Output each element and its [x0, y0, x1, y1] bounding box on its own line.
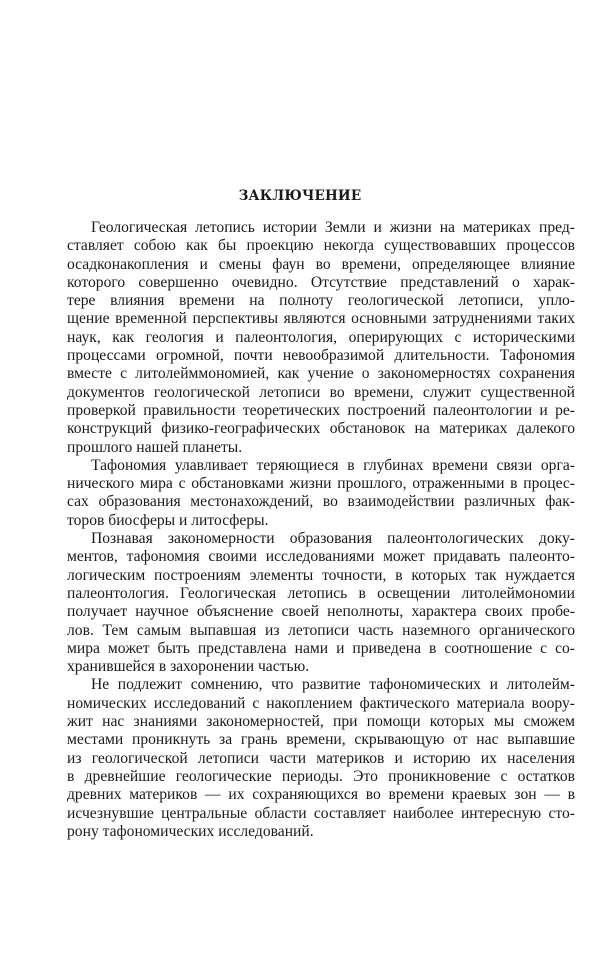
page-title: ЗАКЛЮЧЕНИЕ — [238, 188, 362, 204]
paragraph — [67, 219, 575, 457]
text-line: местами проникнуть за грань времени, скрывающую от нас выпавшие — [67, 731, 575, 749]
text-line: которого совершенно очевидно. Отсутствие представлений о харак- — [67, 273, 575, 291]
text-line: проверкой правильности теоретических построений палеонтологии и ре- — [67, 401, 575, 419]
text-line: логическим построениям элементы точности, в которых так нуждается — [67, 566, 575, 584]
text-line: древних материков — их сохраняющихся во времени краевых зон — в — [67, 786, 575, 804]
text-line: из геологической летописи части материков и историю их населения — [67, 749, 575, 767]
paragraph — [67, 676, 575, 841]
text-line: лов. Тем самым выпавшая из летописи часть наземного органического — [67, 621, 575, 639]
text-line: получает научное объяснение своей неполноты, характера своих пробе- — [67, 603, 575, 621]
text-line: процессами огромной, почти невообразимой длительности. Тафономия — [67, 347, 575, 365]
text-line: осадконакопления и смены фаун во времени, определяющее влияние — [67, 255, 575, 273]
text-line: Геологическая летопись истории Земли и жизни на материках пред- — [91, 219, 575, 236]
text-line: Тафономия улавливает теряющиеся в глубинах времени связи орга- — [91, 456, 575, 474]
text-line: тере влияния времени на полноту геологической летописи, упло- — [67, 292, 575, 310]
text-line: в древнейшие геологические периоды. Это проникновение с остатков — [67, 767, 575, 785]
text-line: Не подлежит сомнению, что развитие тафономических и литолейм- — [91, 676, 575, 694]
text-line: нического мира с обстановками жизни прошлого, отраженными в процес- — [67, 475, 575, 493]
text-line: хранившейся в захоронении частью. — [67, 658, 310, 676]
text-line: рону тафономических исследований. — [67, 822, 314, 840]
body-text — [67, 219, 575, 841]
text-line: мира может быть представлена нами и приведена в соотношение с со- — [67, 639, 575, 657]
text-line: наук, как геология и палеонтология, оперирующих с историческими — [67, 328, 575, 346]
text-line: прошлого нашей планеты. — [67, 438, 243, 456]
text-line: ментов, тафономия своими исследованиями может придавать палеонто- — [67, 548, 575, 566]
text-line: конструкций физико-географических обстановок на материках далекого — [67, 420, 575, 438]
text-line: исчезнувшие центральные области составляет наиболее интересную сто- — [67, 804, 575, 822]
text-line: жит нас знаниями закономерностей, при помощи которых мы сможем — [67, 713, 575, 731]
paragraph — [67, 530, 575, 676]
text-line: ставляет собою как бы проекцию некогда существовавших процессов — [67, 237, 575, 255]
text-line: сах образования местонахождений, во взаимодействии различных фак- — [67, 493, 575, 511]
text-line: торов биосферы и литосферы. — [67, 511, 269, 529]
text-line: палеонтология. Геологическая летопись в освещении литолеймономии — [67, 584, 575, 602]
text-line: вместе с литолейммономией, как учение о закономерностях сохранения — [67, 365, 575, 383]
text-line: щение временной перспективы являются основными затруднениями таких — [67, 310, 575, 328]
text-line: Познавая закономерности образования палеонтологических доку- — [91, 530, 575, 548]
paragraph — [67, 457, 575, 530]
text-line: документов геологической летописи во времени, служит существенной — [67, 383, 575, 401]
text-line: номических исследований с накоплением фактического материала воору- — [67, 694, 575, 712]
